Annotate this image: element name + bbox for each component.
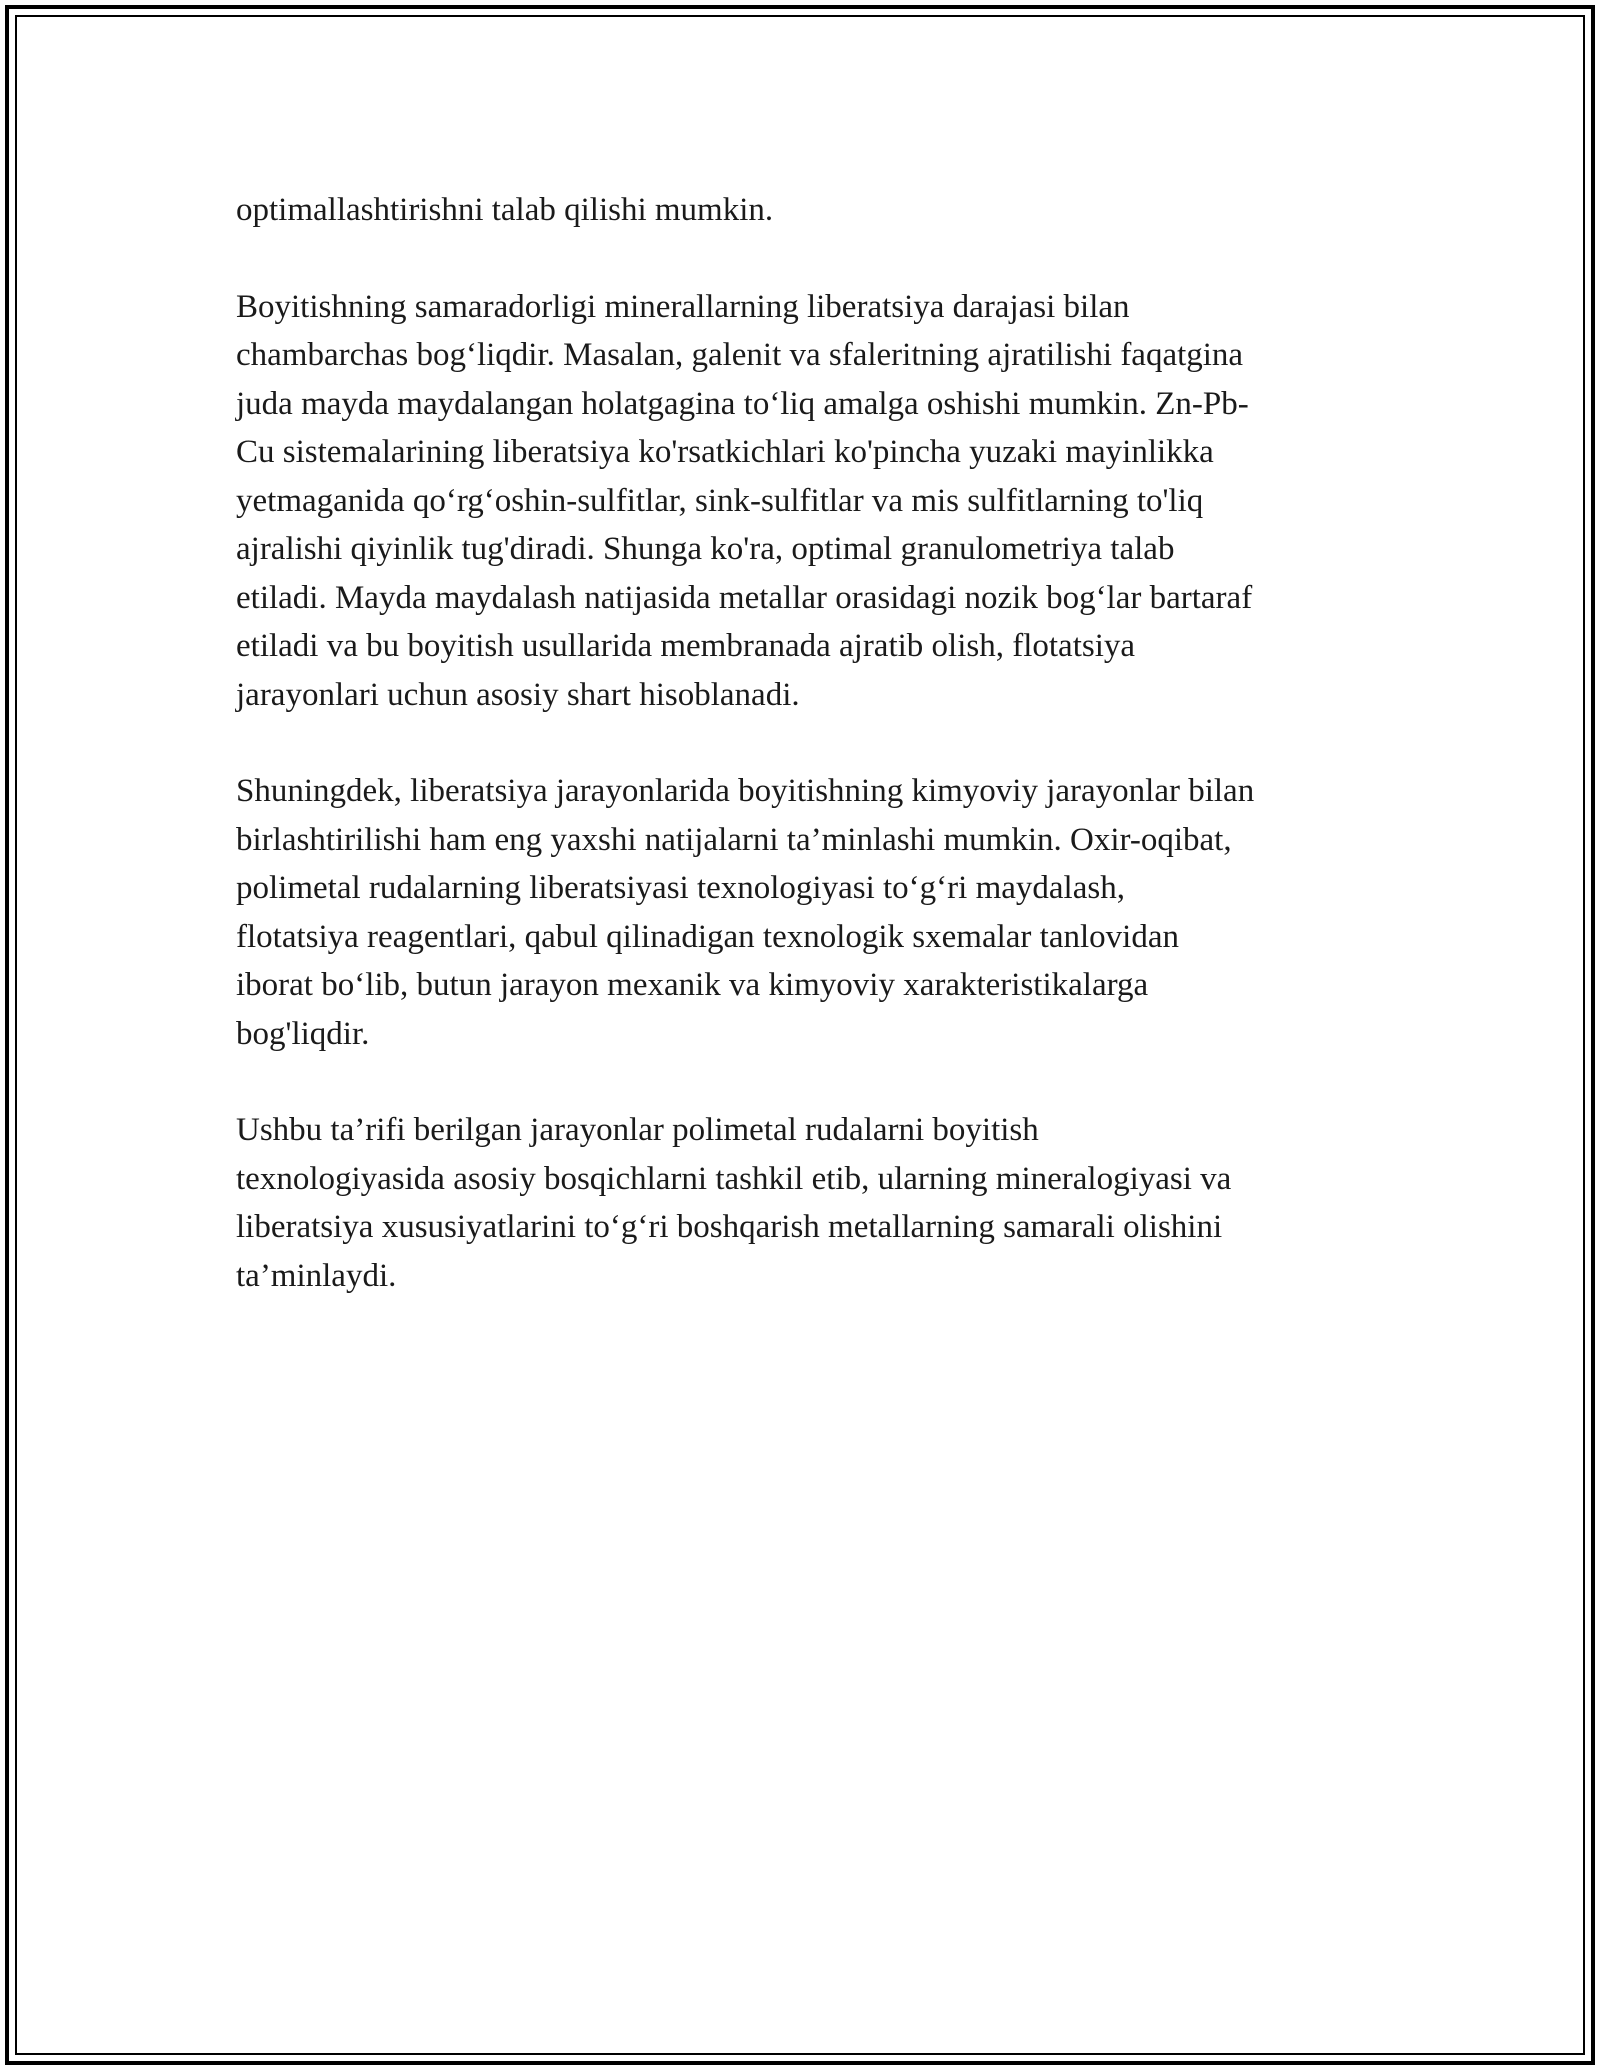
document-body [236,186,1376,1348]
paragraph-continuation: optimallashtirishni talab qilishi mumkin. [236,192,774,228]
paragraph-conclusion: Ushbu ta’rifi berilgan jarayonlar polimetal rudalarni boyitish texnologiyasida asosiy bosqichlarni tashkil etib, ularning mineralogiyasi va liberatsiya xususiyatlarini to‘g‘ri boshqarish metallarning samarali olishini ta’minlaydi. [236,1112,1232,1294]
paragraph-liberation-efficiency: Boyitishning samaradorligi minerallarning liberatsiya darajasi bilan chambarchas bog‘liqdir. Masalan, galenit va sfaleritning ajratilishi faqatgina juda mayda maydalangan holatgagina to‘liq amalga oshishi mumkin. Zn-Pb- Cu sistemalarining liberatsiya ko'rsatkichlari ko'pincha yuzaki mayinlikka yetmaganida qo‘rg‘oshin-sulfitlar, sink-sulfitlar va mis sulfitlarning to'liq ajralishi qiyinlik tug'diradi. Shunga ko'ra, optimal granulometriya talab etiladi. Mayda maydalash natijasida metallar orasidagi nozik bog‘lar bartaraf etiladi va bu boyitish usullarida membranada ajratib olish, flotatsiya jarayonlari uchun asosiy shart hisoblanadi. [236,288,1253,713]
paragraph-chemical-combination: Shuningdek, liberatsiya jarayonlarida boyitishning kimyoviy jarayonlar bilan birlashtirilishi ham eng yaxshi natijalarni ta’minlashi mumkin. Oxir-oqibat, polimetal rudalarning liberatsiyasi texnologiyasi to‘g‘ri maydalash, flotatsiya reagentlari, qabul qilinadigan texnologik sxemalar tanlovidan iborat bo‘lib, butun jarayon mexanik va kimyoviy xarakteristikalarga bog'liqdir. [236,773,1255,1052]
